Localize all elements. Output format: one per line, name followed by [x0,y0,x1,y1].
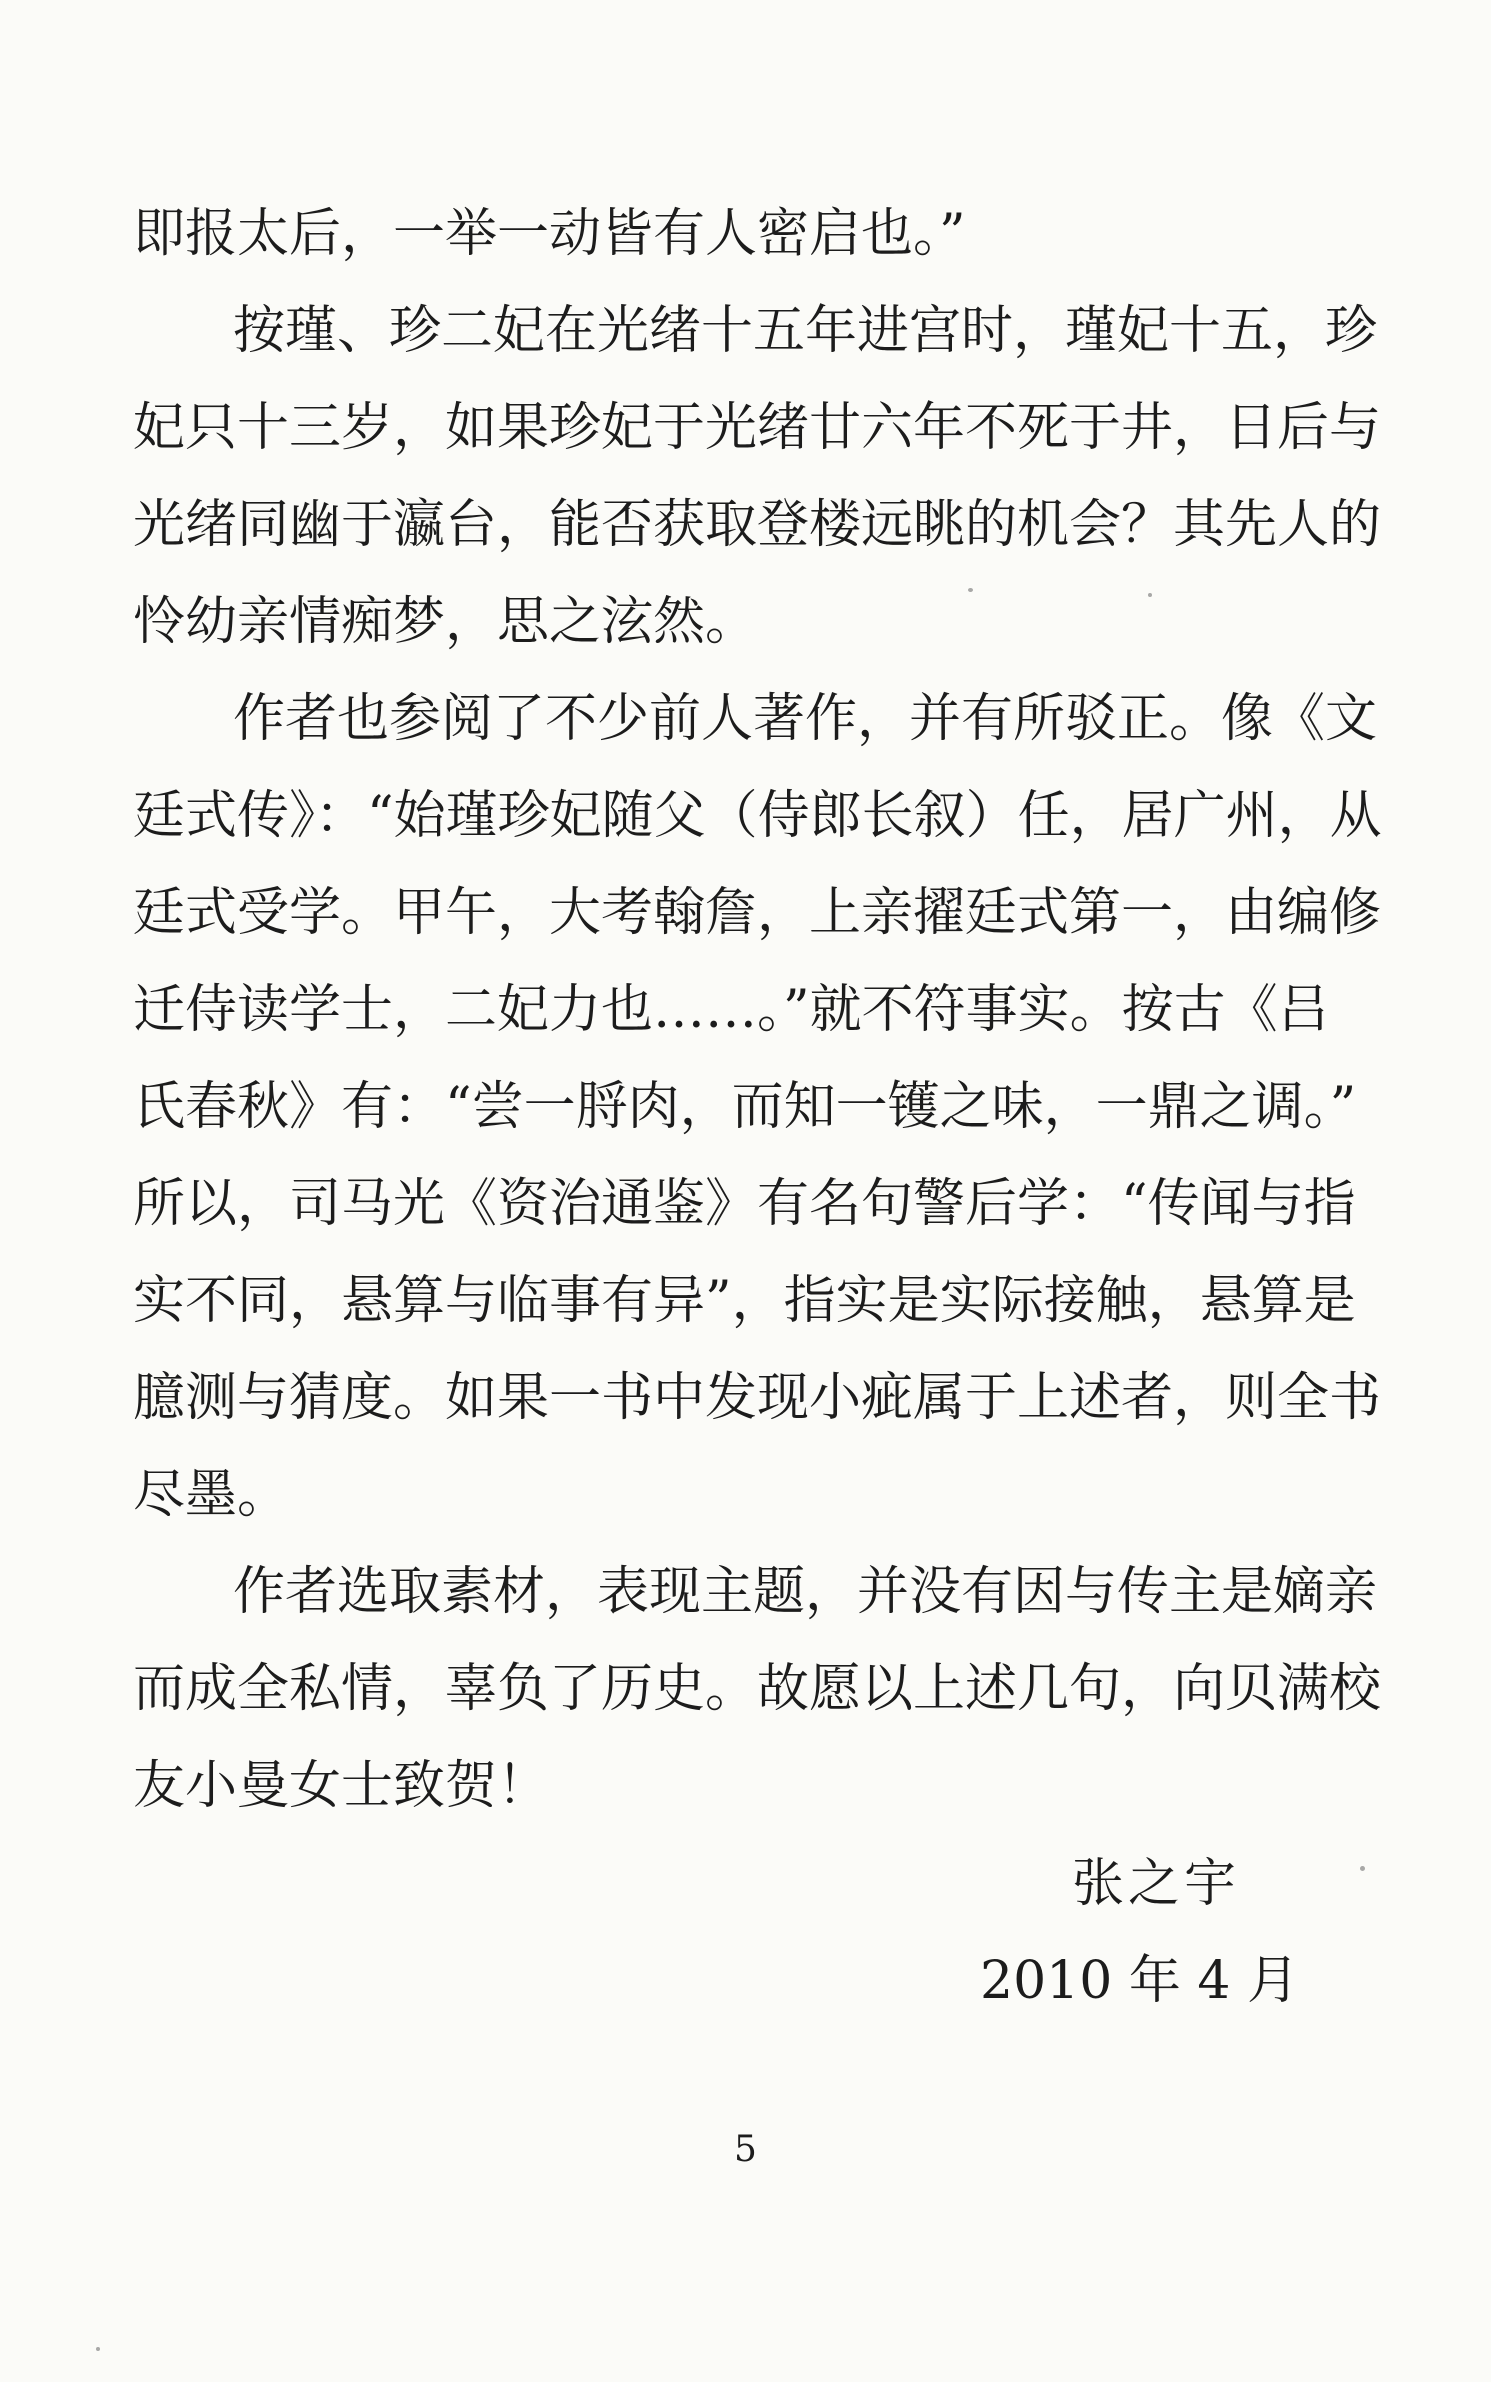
text-line: 尽墨。 [133,1465,290,1525]
scan-speck [1148,593,1152,597]
scan-speck [1360,1866,1365,1871]
text-line: 廷式受学。甲午，大考翰詹，上亲擢廷式第一，由编修 [133,883,1382,943]
text-line: 友小曼女士致贺！ [133,1756,550,1816]
text-line: 迁侍读学士，二妃力也……。”就不符事实。按古《吕 [133,980,1330,1040]
text-line: 即报太后，一举一动皆有人密启也。” [133,204,966,264]
text-line: 而成全私情，辜负了历史。故愿以上述几句，向贝满校 [133,1659,1382,1719]
text-line: 怜幼亲情痴梦，思之泫然。 [133,592,758,652]
text-line: 光绪同幽于瀛台，能否获取登楼远眺的机会？其先人的 [133,495,1382,555]
scan-speck [968,588,973,592]
text-line: 所以，司马光《资治通鉴》有名句警后学：“传闻与指 [133,1174,1356,1234]
body-text [133,186,1382,1835]
text-line: 实不同，悬算与临事有异”，指实是实际接触，悬算是 [133,1271,1356,1331]
text-line: 作者选取素材，表现主题，并没有因与传主是嫡亲 [233,1562,1378,1622]
scan-speck [96,2347,100,2351]
text-line: 按瑾、珍二妃在光绪十五年进宫时，瑾妃十五，珍 [233,301,1378,361]
signature-block [980,1836,1299,2030]
text-line: 氏春秋》有：“尝一脟肉，而知一镬之味，一鼎之调。” [133,1077,1357,1137]
author-name: 张之宇 [1071,1854,1240,1914]
text-line: 作者也参阅了不少前人著作，并有所驳正。像《文 [233,689,1378,749]
text-line: 臆测与猜度。如果一书中发现小疵属于上述者，则全书 [133,1368,1382,1428]
signature-date: 2010 年 4 月 [979,1951,1299,2011]
text-line: 廷式传》：“始瑾珍妃随父（侍郎长叙）任，居广州，从 [133,786,1382,846]
page-number: 5 [734,2129,757,2170]
text-line: 妃只十三岁，如果珍妃于光绪廿六年不死于井，日后与 [133,398,1382,458]
